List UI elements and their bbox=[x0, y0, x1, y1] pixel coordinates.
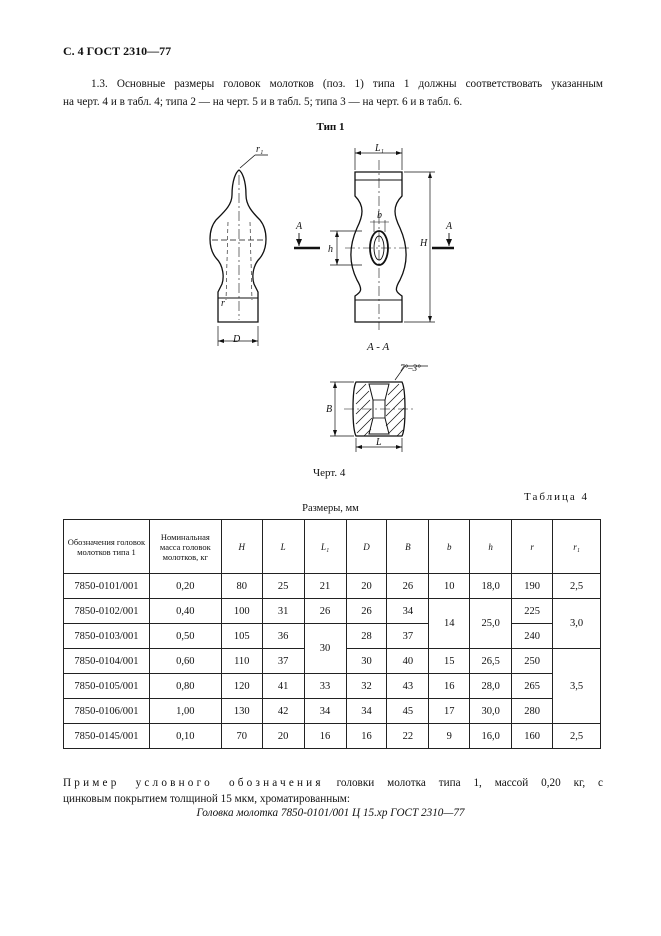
col-header-b: b bbox=[429, 520, 470, 574]
col-header-h: h bbox=[470, 520, 512, 574]
label-L: L bbox=[376, 437, 382, 448]
type-label: Тип 1 bbox=[316, 121, 345, 133]
cell-D: 20 bbox=[346, 574, 387, 599]
cell-L1: 21 bbox=[304, 574, 346, 599]
cell-r1: 2,5 bbox=[553, 724, 601, 749]
paragraph-1-3 bbox=[63, 75, 603, 111]
cell-D: 16 bbox=[346, 724, 387, 749]
cell-D: 26 bbox=[346, 599, 387, 624]
cell-designation: 7850-0104/001 bbox=[64, 649, 150, 674]
cell-designation: 7850-0105/001 bbox=[64, 674, 150, 699]
col-header-B: B bbox=[387, 520, 429, 574]
label-r1: r₁ bbox=[256, 144, 264, 155]
cell-L1: 30 bbox=[304, 624, 346, 674]
table-row bbox=[64, 699, 601, 724]
cell-H: 70 bbox=[221, 724, 262, 749]
cell-L: 42 bbox=[262, 699, 304, 724]
cell-H: 105 bbox=[221, 624, 262, 649]
table-row bbox=[64, 674, 601, 699]
cell-D: 30 bbox=[346, 649, 387, 674]
label-D: D bbox=[233, 334, 241, 345]
cell-L: 41 bbox=[262, 674, 304, 699]
table-title: Таблица 4 bbox=[524, 491, 590, 503]
example-line-1 bbox=[63, 775, 603, 791]
cell-b: 10 bbox=[429, 574, 470, 599]
col-header-L: L bbox=[262, 520, 304, 574]
table-row bbox=[64, 624, 601, 649]
paragraph-line-2: на черт. 4 и в табл. 4; типа 2 — на черт. 5 и в табл. 5; типа 3 — на черт. 6 и в табл. 6. bbox=[63, 96, 463, 108]
cell-designation: 7850-0145/001 bbox=[64, 724, 150, 749]
units-label: Размеры, мм bbox=[302, 503, 359, 514]
hammer-head-drawing bbox=[200, 140, 453, 465]
cell-L1: 34 bbox=[304, 699, 346, 724]
cell-b: 17 bbox=[429, 699, 470, 724]
label-B: B bbox=[326, 404, 333, 415]
cell-r1: 2,5 bbox=[553, 574, 601, 599]
cell-L: 25 bbox=[262, 574, 304, 599]
cell-designation: 7850-0101/001 bbox=[64, 574, 150, 599]
cell-r: 225 bbox=[512, 599, 553, 624]
cell-mass: 0,80 bbox=[149, 674, 221, 699]
side-view-outline bbox=[210, 170, 266, 322]
cell-L: 31 bbox=[262, 599, 304, 624]
cell-L1: 33 bbox=[304, 674, 346, 699]
table-row bbox=[64, 724, 601, 749]
label-angle: 7°–3° bbox=[400, 363, 421, 373]
cell-H: 110 bbox=[221, 649, 262, 674]
col-header-mass: Номинальная масса головок молотков, кг bbox=[149, 520, 221, 574]
cell-r: 265 bbox=[512, 674, 553, 699]
cell-D: 32 bbox=[346, 674, 387, 699]
label-section-AA: A - A bbox=[367, 341, 390, 353]
cell-mass: 0,20 bbox=[149, 574, 221, 599]
cell-b: 15 bbox=[429, 649, 470, 674]
cell-L1: 26 bbox=[304, 599, 346, 624]
col-header-r: r bbox=[512, 520, 553, 574]
cell-h: 26,5 bbox=[470, 649, 512, 674]
cell-H: 100 bbox=[221, 599, 262, 624]
label-H: H bbox=[420, 238, 428, 249]
cell-r: 190 bbox=[512, 574, 553, 599]
label-L1: L₁ bbox=[375, 143, 385, 154]
cell-h: 16,0 bbox=[470, 724, 512, 749]
cell-h: 30,0 bbox=[470, 699, 512, 724]
cell-L: 37 bbox=[262, 649, 304, 674]
cell-H: 80 bbox=[221, 574, 262, 599]
cell-h: 18,0 bbox=[470, 574, 512, 599]
col-header-H: H bbox=[221, 520, 262, 574]
cell-mass: 0,50 bbox=[149, 624, 221, 649]
figure-caption: Черт. 4 bbox=[313, 467, 346, 479]
cell-B: 43 bbox=[387, 674, 429, 699]
cell-designation: 7850-0106/001 bbox=[64, 699, 150, 724]
dimensions-table bbox=[63, 519, 601, 749]
cell-b: 16 bbox=[429, 674, 470, 699]
cell-H: 120 bbox=[221, 674, 262, 699]
example-spaced-heading: Пример условного обозначения bbox=[63, 777, 324, 789]
label-A-right: A bbox=[446, 221, 453, 232]
front-view-outline bbox=[351, 172, 406, 322]
cell-B: 40 bbox=[387, 649, 429, 674]
page-header: С. 4 ГОСТ 2310—77 bbox=[63, 44, 172, 58]
cell-D: 28 bbox=[346, 624, 387, 649]
cell-r: 240 bbox=[512, 624, 553, 649]
cell-L: 36 bbox=[262, 624, 304, 649]
cell-h: 25,0 bbox=[470, 599, 512, 649]
cell-B: 26 bbox=[387, 574, 429, 599]
col-header-D: D bbox=[346, 520, 387, 574]
cell-designation: 7850-0102/001 bbox=[64, 599, 150, 624]
table-row bbox=[64, 574, 601, 599]
cell-r1: 3,5 bbox=[553, 649, 601, 724]
cell-L1: 16 bbox=[304, 724, 346, 749]
cell-mass: 0,10 bbox=[149, 724, 221, 749]
cell-B: 37 bbox=[387, 624, 429, 649]
col-header-r1: r₁ bbox=[553, 520, 601, 574]
cell-b: 14 bbox=[429, 599, 470, 649]
cell-B: 22 bbox=[387, 724, 429, 749]
cell-mass: 0,40 bbox=[149, 599, 221, 624]
cell-L: 20 bbox=[262, 724, 304, 749]
cell-r: 160 bbox=[512, 724, 553, 749]
table-header-row bbox=[64, 520, 601, 574]
example-paragraph bbox=[63, 775, 603, 807]
designation-example: Головка молотка 7850-0101/001 Ц 15.хр ГОСТ 2310—77 bbox=[196, 807, 465, 819]
table-row bbox=[64, 599, 601, 624]
example-line-1-rest: головки молотка типа 1, массой 0,20 кг, с bbox=[323, 777, 603, 789]
label-h: h bbox=[328, 244, 333, 255]
cell-b: 9 bbox=[429, 724, 470, 749]
cell-r1: 3,0 bbox=[553, 599, 601, 649]
label-r: r bbox=[221, 298, 225, 309]
paragraph-line-1: 1.3. Основные размеры головок молотков (поз. 1) типа 1 должны соответствовать указанным bbox=[91, 78, 603, 90]
label-b: b bbox=[377, 210, 382, 221]
col-header-L1: L₁ bbox=[304, 520, 346, 574]
cell-designation: 7850-0103/001 bbox=[64, 624, 150, 649]
cell-r: 280 bbox=[512, 699, 553, 724]
cell-mass: 0,60 bbox=[149, 649, 221, 674]
cell-D: 34 bbox=[346, 699, 387, 724]
cell-B: 34 bbox=[387, 599, 429, 624]
cell-r: 250 bbox=[512, 649, 553, 674]
cell-mass: 1,00 bbox=[149, 699, 221, 724]
col-header-designation: Обозначения головок молотков типа 1 bbox=[64, 520, 150, 574]
cell-h: 28,0 bbox=[470, 674, 512, 699]
cell-H: 130 bbox=[221, 699, 262, 724]
cell-B: 45 bbox=[387, 699, 429, 724]
label-A-left: A bbox=[296, 221, 303, 232]
example-line-2: цинковым покрытием толщиной 15 мкм, хроматированным: bbox=[63, 793, 350, 805]
